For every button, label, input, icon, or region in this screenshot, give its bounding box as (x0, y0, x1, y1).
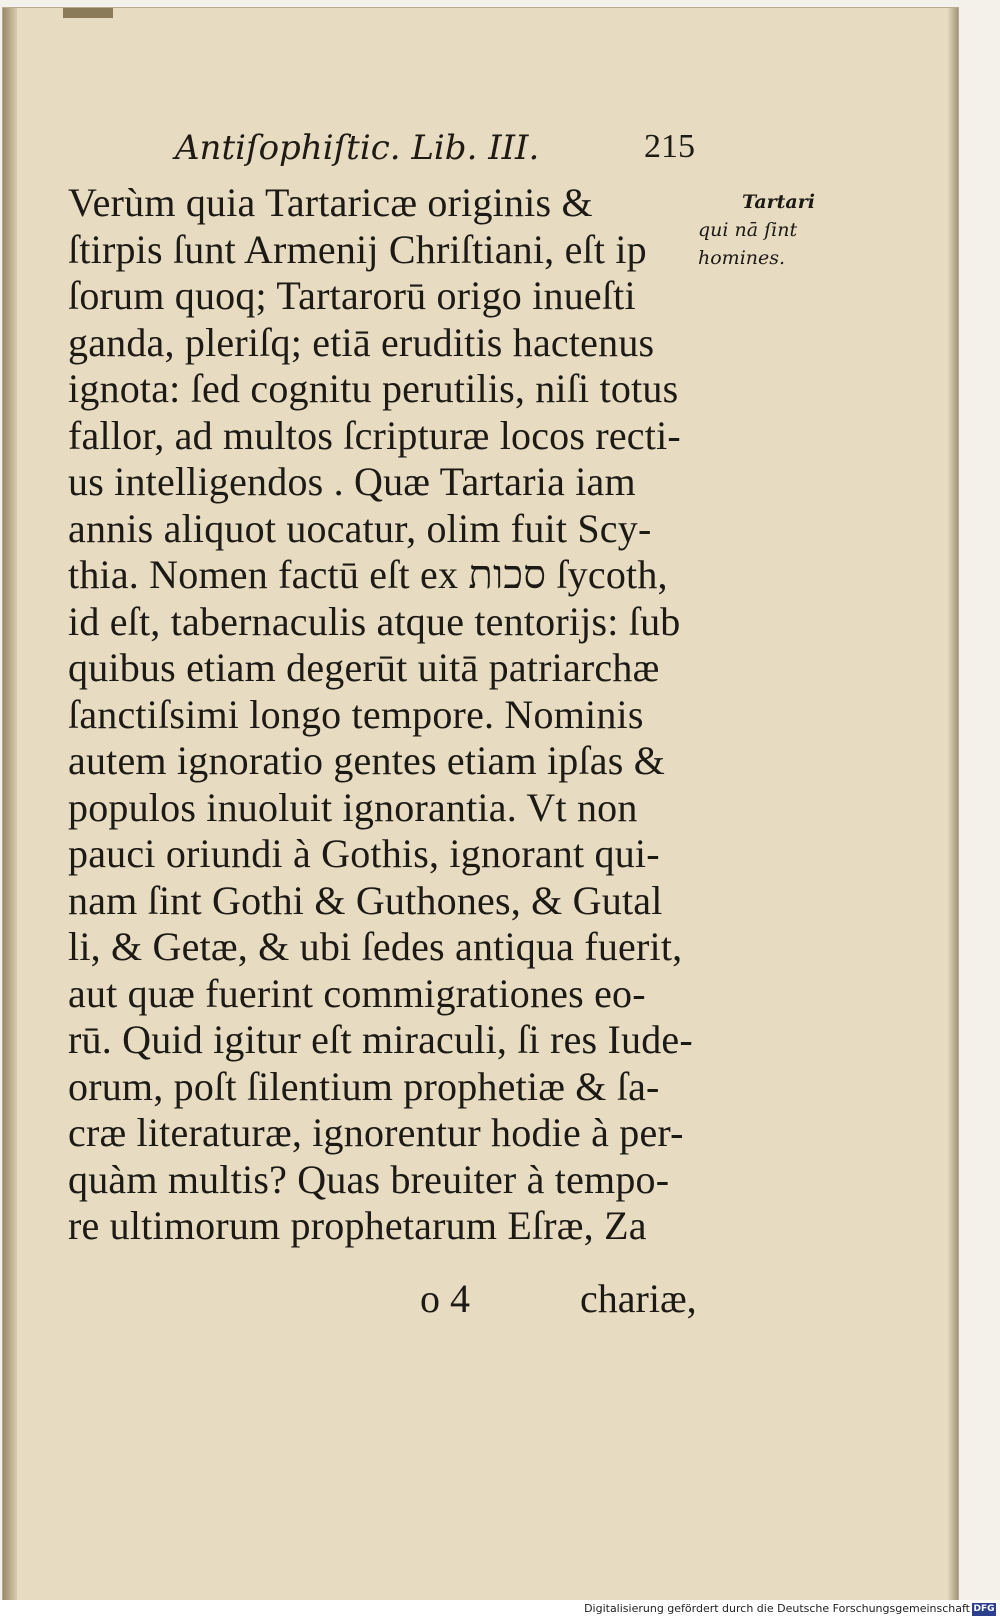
dfg-logo: DFG (973, 1604, 995, 1614)
text-line: populos inuoluit ignorantia. Vt non (68, 784, 638, 830)
text-line: fallor, ad multos ſcripturæ locos recti- (68, 412, 681, 458)
page-right-edge (948, 8, 958, 1600)
text-line: ſtirpis ſunt Armenij Chriſtiani, eſt ip (68, 226, 647, 272)
text-line: quàm multis? Quas breuiter à tempo- (68, 1156, 670, 1202)
page-corner-stain (63, 8, 113, 18)
text-line: id eſt, tabernaculis atque tentorijs: ſub (68, 598, 681, 644)
text-line: re ultimorum prophetarum Eſræ, Za (68, 1203, 647, 1248)
catchword: chariæ, (580, 1276, 697, 1321)
text-line: ignota: ſed cognitu perutilis, niſi totus (68, 366, 679, 411)
text-line: ſanctiſsimi longo tempore. Nominis (68, 691, 644, 737)
text-line: thia. Nomen factū eſt ex סכות ſycoth, (68, 552, 668, 597)
footer-bar (0, 1600, 1000, 1620)
text-line: Verùm quia Tartaricæ originis & (68, 180, 593, 225)
text-line: quibus etiam degerūt uitā patriarchæ (68, 645, 660, 690)
marginal-note (698, 188, 838, 272)
text-line: ſorum quoq; Tartarorū origo inueſti (68, 273, 636, 318)
marginal-note-line: homines. (698, 247, 786, 269)
text-line: rū. Quid igitur eſt miraculi, ſi res Iude- (68, 1017, 693, 1062)
funding-credit: Digitalisierung gefördert durch die Deutsche Forschungsgemeinschaft (584, 1602, 970, 1615)
signature-mark: o 4 (420, 1276, 470, 1321)
text-line: orum, poſt ſilentium prophetiæ & ſa- (68, 1063, 660, 1109)
text-line: autem ignoratio gentes etiam ipſas & (68, 738, 666, 783)
marginal-note-line: qui nā ſint (698, 219, 798, 241)
running-head (175, 128, 695, 178)
text-line: pauci oriundi à Gothis, ignorant qui- (68, 831, 660, 876)
text-line: nam ſint Gothi & Guthones, & Gutal (68, 877, 663, 923)
marginal-note-line: Tartari (742, 191, 815, 213)
text-line: li, & Getæ, & ubi ſedes antiqua fuerit, (68, 924, 683, 969)
text-line: cræ literaturæ, ignorentur hodie à per- (68, 1110, 684, 1155)
text-line: us intelligendos . Quæ Tartaria iam (68, 459, 636, 504)
running-head-title: Antiſophiſtic. Lib. III. (175, 128, 540, 168)
page-number: 215 (644, 128, 695, 165)
catchword-line (420, 1275, 710, 1323)
body-text (68, 180, 708, 1250)
page-left-edge (3, 8, 17, 1600)
text-line: aut quæ fuerint commigrationes eo- (68, 970, 646, 1016)
text-line: ganda, pleriſq; etiā eruditis hactenus (68, 319, 655, 365)
text-line: annis aliquot uocatur, olim fuit Scy- (68, 505, 652, 551)
